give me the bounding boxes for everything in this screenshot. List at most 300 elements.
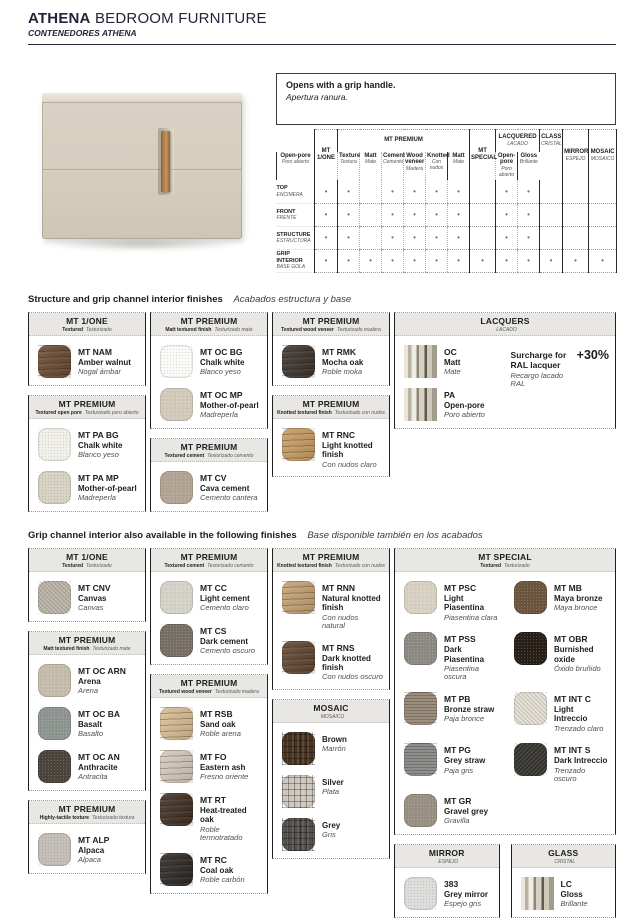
colgroup-class: CLASS CRISTAL bbox=[540, 130, 563, 152]
matrix-dot-cell bbox=[540, 226, 563, 249]
finish-swatch bbox=[38, 471, 71, 504]
matrix-dot-cell: • bbox=[315, 226, 338, 249]
matrix-dot-cell bbox=[470, 226, 496, 249]
matrix-dot-cell: • bbox=[404, 226, 426, 249]
matrix-dot-cell: • bbox=[426, 226, 448, 249]
group-highly-tactile: MT PREMIUM Highly-tactile texture Texturizado textura MT ALP Alpaca Alpaca bbox=[28, 800, 146, 874]
swatch-row bbox=[273, 576, 389, 636]
matrix-dot-cell: • bbox=[338, 203, 360, 226]
matrix-dot-cell: • bbox=[496, 180, 518, 203]
swatch-row bbox=[29, 659, 145, 702]
group-title: MT PREMIUM bbox=[180, 442, 238, 452]
matrix-dot-cell bbox=[540, 203, 563, 226]
matrix-dot-cell: • bbox=[315, 203, 338, 226]
matrix-dot-cell bbox=[360, 226, 382, 249]
group-mt-one: MT 1/ONE Textured Texturizado MT NAM Amber walnut Nogal ámbar bbox=[28, 312, 146, 386]
swatch-row bbox=[505, 627, 615, 687]
swatch-row bbox=[512, 872, 616, 915]
matrix-row-label: FRONT FRENTE bbox=[277, 203, 315, 226]
finish-name-es: Con nudos claro bbox=[322, 459, 377, 469]
finish-swatch bbox=[404, 388, 437, 421]
section2-col4 bbox=[394, 548, 616, 918]
section2-groups bbox=[28, 548, 616, 918]
group-knotted-2: MT PREMIUM Knotted textured finish Texturizado con nudos MT RNN Natural knotted finish Con nudos natural MT RNS Dark knotted finish Con nudos oscuro bbox=[272, 548, 390, 690]
finish-name: Mother-of-pearl bbox=[78, 484, 137, 494]
finish-name-es: Blanco yeso bbox=[78, 450, 119, 460]
finish-code: MT OBR bbox=[554, 634, 588, 645]
finish-name-es: Brillante bbox=[560, 899, 588, 909]
group-title: LACQUERS bbox=[480, 316, 530, 326]
matrix-dot-cell: • bbox=[315, 249, 338, 272]
finish-name-es: Madreperla bbox=[78, 493, 116, 503]
finish-code: 383 bbox=[444, 878, 459, 889]
group-knotted: MT PREMIUM Knotted textured finish Texturizado con nudos MT RNC Light knotted finish Con nudos claro bbox=[272, 395, 390, 477]
matrix-dot-cell bbox=[589, 226, 617, 249]
finish-code: MT RNN bbox=[322, 583, 356, 593]
finish-name: Light cement bbox=[200, 594, 250, 604]
finish-name: Light knotted finish bbox=[322, 441, 373, 460]
matrix-dot-cell bbox=[470, 203, 496, 226]
matrix-dot-cell: • bbox=[382, 249, 404, 272]
finish-name: Heat-treated oak bbox=[200, 806, 247, 825]
finish-name: Matt bbox=[444, 358, 461, 368]
matrix-dot-cell: • bbox=[563, 249, 589, 272]
finish-name-es: Plata bbox=[322, 787, 340, 797]
wood-handle-strip bbox=[161, 131, 170, 192]
group-lacquers: LACQUERS LACADO OC Matt Mate PA Open-pore Poro abierto Surcharge for RAL lacquer Recargo lacado RAL +30% bbox=[394, 312, 616, 429]
group-title: MT PREMIUM bbox=[58, 804, 116, 814]
swatch-row bbox=[151, 702, 267, 745]
finish-name: Mocha oak bbox=[322, 358, 364, 368]
subcol-cement: Cement Cemento bbox=[382, 152, 404, 181]
finish-swatch bbox=[282, 428, 315, 461]
section2-title: Grip channel interior also available in the following finishes Base disponible también en los acabados bbox=[28, 530, 483, 541]
finish-swatch bbox=[404, 692, 437, 725]
swatch-row bbox=[395, 383, 511, 426]
subcol-texture: Texture Textura bbox=[338, 152, 360, 181]
swatch-row bbox=[29, 702, 145, 745]
section1-col1 bbox=[28, 312, 146, 521]
swatch-row bbox=[273, 727, 389, 770]
finish-code: MT CS bbox=[200, 626, 227, 636]
matrix-dot-cell: • bbox=[338, 180, 360, 203]
matrix-dot-cell: • bbox=[496, 226, 518, 249]
finish-code: MT RSB bbox=[200, 709, 233, 719]
matrix-dot-cell: • bbox=[404, 180, 426, 203]
matrix-dot-cell: • bbox=[426, 249, 448, 272]
finish-swatch bbox=[38, 664, 71, 697]
finish-name: Burnished oxide bbox=[554, 645, 594, 664]
matrix-dot-cell: • bbox=[518, 226, 540, 249]
finish-name: Arena bbox=[78, 677, 101, 687]
finish-swatch bbox=[38, 428, 71, 461]
finish-swatch bbox=[38, 833, 71, 866]
swatch-row bbox=[29, 828, 145, 871]
subcol-lacq-open-pore: Open-pore Poro abierto bbox=[496, 152, 518, 181]
group-title: MT 1/ONE bbox=[66, 316, 108, 326]
section2-col2 bbox=[150, 548, 268, 903]
finish-name-es: Alpaca bbox=[78, 855, 101, 865]
group-title: MIRROR bbox=[428, 847, 465, 858]
matrix-dot-cell: • bbox=[518, 249, 540, 272]
matrix-dot-cell: • bbox=[360, 249, 382, 272]
swatch-row bbox=[395, 627, 505, 687]
finish-name-es: Con nudos oscuro bbox=[322, 672, 383, 682]
subcol-knotted: Knotted Con nudos bbox=[426, 152, 448, 181]
finish-code: MT ALP bbox=[78, 835, 110, 845]
finish-name-es: Roble moka bbox=[322, 367, 363, 377]
finish-name-es: Antracita bbox=[78, 772, 108, 782]
swatch-row bbox=[505, 687, 615, 738]
matrix-dot-cell bbox=[360, 203, 382, 226]
col-mt-one: MT 1/ONE bbox=[315, 130, 338, 181]
swatch-row bbox=[505, 738, 615, 789]
swatch-row bbox=[273, 770, 389, 813]
finish-code: MT INT C bbox=[554, 694, 591, 704]
group-title: MT PREMIUM bbox=[302, 552, 360, 562]
finish-name: Open-pore bbox=[444, 401, 485, 411]
matrix-dot-cell: • bbox=[448, 249, 470, 272]
finish-swatch bbox=[160, 388, 193, 421]
group-mosaic: MOSAIC MOSAICO Brown Marrón Silver Plata Grey Gris bbox=[272, 699, 390, 859]
swatch-row bbox=[29, 576, 145, 619]
finish-name: Dark cement bbox=[200, 637, 249, 647]
finish-name-es: Trenzado claro bbox=[554, 723, 604, 733]
finish-code: LC bbox=[560, 878, 572, 889]
finish-name: Dark Piasentina bbox=[444, 645, 485, 664]
finish-name-es: Óxido bruñido bbox=[554, 663, 601, 673]
finish-swatch bbox=[38, 750, 71, 783]
finish-name: Dark Intreccio bbox=[554, 756, 608, 766]
finish-code: MT CV bbox=[200, 473, 227, 483]
section1-groups bbox=[28, 312, 616, 521]
subcol-matt: Matt Mate bbox=[360, 152, 382, 181]
finish-swatch bbox=[38, 345, 71, 378]
swatch-row bbox=[395, 576, 505, 627]
group-wood-veneer-2: MT PREMIUM Textured wood veneer Texturizado madera MT RSB Sand oak Roble arena MT FO Eastern ash Fresno oriente MT RT Heat-treated oak Roble termotratado MT RC Coal oak Roble carbón bbox=[150, 674, 268, 894]
swatch-row bbox=[273, 340, 389, 383]
matrix-dot-cell: • bbox=[338, 226, 360, 249]
group-mirror: MIRROR ESPEJO 383 Grey mirror Espejo gris bbox=[394, 844, 500, 918]
matrix-dot-cell bbox=[563, 226, 589, 249]
finish-swatch bbox=[160, 624, 193, 657]
swatch-row bbox=[151, 340, 267, 383]
finish-name-es: Blanco yeso bbox=[200, 367, 241, 377]
grip-handle-note bbox=[276, 73, 616, 125]
finish-code: MT OC ARN bbox=[78, 666, 126, 676]
finish-name-es: Roble termotratado bbox=[200, 824, 243, 843]
swatch-row bbox=[273, 423, 389, 474]
finish-name-es: Basalto bbox=[78, 729, 104, 739]
swatch-row bbox=[29, 745, 145, 788]
finish-swatch bbox=[282, 641, 315, 674]
finish-name: Chalk white bbox=[78, 441, 123, 451]
ral-surcharge bbox=[511, 340, 609, 426]
finish-swatch bbox=[282, 345, 315, 378]
matrix-dot-cell bbox=[563, 180, 589, 203]
swatch-row bbox=[151, 848, 267, 891]
finish-name-es: Nogal ámbar bbox=[78, 367, 121, 377]
finish-swatch bbox=[404, 743, 437, 776]
swatch-row bbox=[395, 789, 505, 832]
finish-swatch bbox=[514, 632, 547, 665]
finish-code: MT PSC bbox=[444, 583, 477, 593]
finish-code: MT CC bbox=[200, 583, 227, 593]
matrix-dot-cell: • bbox=[404, 203, 426, 226]
finish-swatch bbox=[160, 471, 193, 504]
swatch-row bbox=[395, 340, 511, 383]
section1-title: Structure and grip channel interior finishes Acabados estructura y base bbox=[28, 294, 352, 305]
finish-code: MT PB bbox=[444, 694, 471, 704]
finish-code: MT RT bbox=[200, 795, 226, 805]
subcol-open-pore: Open-pore Poro abierto bbox=[277, 152, 315, 181]
matrix-row bbox=[277, 180, 617, 203]
finish-name-es: Piasentina oscura bbox=[444, 663, 480, 682]
nightstand-illustration bbox=[34, 87, 252, 253]
group-title: MT PREMIUM bbox=[180, 552, 238, 562]
matrix-dot-cell: • bbox=[589, 249, 617, 272]
finish-code: MT RNC bbox=[322, 430, 356, 440]
finish-swatch bbox=[514, 743, 547, 776]
matrix-dot-cell: • bbox=[496, 203, 518, 226]
matrix-row bbox=[277, 203, 617, 226]
nightstand-top bbox=[42, 93, 242, 103]
drawer-seam bbox=[42, 169, 242, 171]
col-mt-special: MT SPECIAL bbox=[470, 130, 496, 181]
group-title: MT PREMIUM bbox=[302, 316, 360, 326]
matrix-dot-cell: • bbox=[382, 203, 404, 226]
swatch-row bbox=[395, 687, 505, 738]
finish-code: MT MB bbox=[554, 583, 582, 593]
section1-col4 bbox=[394, 312, 616, 438]
nightstand-shadow bbox=[44, 237, 240, 251]
finish-name: Coal oak bbox=[200, 866, 234, 875]
matrix-dot-cell: • bbox=[448, 226, 470, 249]
matrix-dot-cell: • bbox=[540, 249, 563, 272]
finish-name-es: Paja bronce bbox=[444, 714, 485, 724]
group-wood-veneer: MT PREMIUM Textured wood veneer Texturizado madera MT RMK Mocha oak Roble moka bbox=[272, 312, 390, 386]
swatch-row bbox=[151, 576, 267, 619]
group-glass: GLASS CRISTAL LC Gloss Brillante bbox=[511, 844, 617, 918]
finish-name-es: Gris bbox=[322, 830, 336, 840]
finish-name-es: Paja gris bbox=[444, 765, 474, 775]
swatch-row bbox=[151, 619, 267, 662]
group-title: MT PREMIUM bbox=[180, 316, 238, 326]
finish-name-es: Espejo gris bbox=[444, 899, 482, 909]
finish-name-es: Trenzado oscuro bbox=[554, 765, 586, 784]
group-title: MT PREMIUM bbox=[180, 678, 238, 688]
matrix-row-label: STRUCTURE ESTRUCTURA bbox=[277, 226, 315, 249]
matrix-dot-cell: • bbox=[448, 180, 470, 203]
page-header bbox=[28, 10, 616, 45]
finish-swatch bbox=[514, 581, 547, 614]
section2-col1 bbox=[28, 548, 146, 883]
finish-code: MT PSS bbox=[444, 634, 476, 645]
subcol-lacq-matt: Matt Mate bbox=[448, 152, 470, 181]
finish-swatch bbox=[160, 853, 193, 886]
colgroup-lacquered: LACQUERED LACADO bbox=[496, 130, 540, 152]
surcharge-value: +30% bbox=[576, 348, 609, 362]
page-title-text: BEDROOM FURNITURE bbox=[94, 10, 267, 27]
matrix-dot-cell: • bbox=[382, 226, 404, 249]
finish-code: MT RMK bbox=[322, 347, 356, 357]
matrix-row-label: GRIP INTERIOR BASE GOLA bbox=[277, 249, 315, 272]
finish-name: Light Intreccio bbox=[554, 705, 588, 724]
finish-swatch bbox=[282, 732, 315, 765]
finish-name: Dark knotted finish bbox=[322, 654, 371, 673]
finish-swatch bbox=[160, 707, 193, 740]
matrix-row-label: TOP ENCIMERA bbox=[277, 180, 315, 203]
section1-col2 bbox=[150, 312, 268, 521]
group-title: MOSAIC bbox=[313, 703, 349, 713]
finish-swatch bbox=[38, 581, 71, 614]
matrix-dot-cell: • bbox=[518, 180, 540, 203]
group-matt-textured-2: MT PREMIUM Matt textured finish Texturizado mate MT OC ARN Arena Arena MT OC BA Basalt Basalto MT OC AN Anthracite Antracita bbox=[28, 631, 146, 791]
finish-name-es: Roble carbón bbox=[200, 875, 245, 885]
finish-code: MT OC BG bbox=[200, 347, 243, 357]
finish-swatch bbox=[404, 581, 437, 614]
availability-matrix bbox=[276, 129, 617, 273]
finish-name: Grey straw bbox=[444, 756, 486, 766]
matrix-dot-cell bbox=[589, 180, 617, 203]
swatch-row bbox=[151, 788, 267, 848]
group-title: MT PREMIUM bbox=[58, 635, 116, 645]
matrix-dot-cell: • bbox=[448, 203, 470, 226]
matrix-row bbox=[277, 226, 617, 249]
finish-swatch bbox=[282, 775, 315, 808]
finish-swatch bbox=[404, 877, 437, 910]
finish-code: MT PA BG bbox=[78, 430, 119, 440]
swatch-row bbox=[29, 466, 145, 509]
finish-code: MT RC bbox=[200, 854, 227, 865]
finish-swatch bbox=[38, 707, 71, 740]
finish-name-es: Con nudos natural bbox=[322, 612, 359, 631]
group-title: MT PREMIUM bbox=[302, 399, 360, 409]
finish-name: Eastern ash bbox=[200, 763, 246, 773]
col-mirror: MIRROR ESPEJO bbox=[563, 130, 589, 181]
matrix-dot-cell bbox=[470, 180, 496, 203]
finish-swatch bbox=[160, 581, 193, 614]
finish-swatch bbox=[282, 818, 315, 851]
matrix-dot-cell: • bbox=[518, 203, 540, 226]
note-es: Apertura ranura. bbox=[286, 92, 348, 102]
finish-name: Gravel grey bbox=[444, 807, 489, 816]
finish-name: Sand oak bbox=[200, 720, 236, 730]
matrix-dot-cell: • bbox=[496, 249, 518, 272]
subcol-wood-veneer: Wood veneer Madera bbox=[404, 152, 426, 181]
finish-swatch bbox=[404, 794, 437, 827]
finish-name-es: Marrón bbox=[322, 744, 346, 754]
matrix-dot-cell: • bbox=[404, 249, 426, 272]
group-title: MT SPECIAL bbox=[478, 552, 532, 562]
colgroup-mt-premium: MT PREMIUM bbox=[338, 130, 470, 152]
finish-swatch bbox=[404, 345, 437, 378]
finish-name-es: Maya bronce bbox=[554, 603, 598, 613]
top-zone bbox=[28, 47, 616, 285]
finish-name-es: Madreperla bbox=[200, 410, 238, 420]
matrix-zone bbox=[276, 73, 616, 285]
finish-code: MT INT S bbox=[554, 745, 591, 756]
matrix-dot-cell: • bbox=[426, 203, 448, 226]
brand-name: ATHENA bbox=[28, 10, 91, 27]
finish-name-es: Canvas bbox=[78, 603, 104, 613]
finish-code: MT OC BA bbox=[78, 709, 121, 719]
finish-name: Chalk white bbox=[200, 358, 245, 368]
matrix-dot-cell: • bbox=[426, 180, 448, 203]
swatch-row bbox=[151, 466, 267, 509]
finish-name: Silver bbox=[322, 778, 344, 787]
finish-name-es: Gravilla bbox=[444, 816, 470, 826]
nightstand-body bbox=[42, 93, 242, 239]
finish-swatch bbox=[160, 345, 193, 378]
finish-code: PA bbox=[444, 390, 456, 400]
finish-code: MT GR bbox=[444, 795, 472, 806]
matrix-corner bbox=[277, 130, 315, 152]
finish-swatch bbox=[514, 692, 547, 725]
finish-name: Basalt bbox=[78, 720, 103, 730]
swatch-row bbox=[395, 738, 505, 789]
finish-name: Maya bronze bbox=[554, 594, 603, 604]
finish-swatch bbox=[404, 632, 437, 665]
section1-col3 bbox=[272, 312, 390, 486]
finish-name-es: Fresno oriente bbox=[200, 772, 249, 782]
finish-name: Grey bbox=[322, 821, 341, 830]
group-matt-textured: MT PREMIUM Matt textured finish Texturizado mate MT OC BG Chalk white Blanco yeso MT OC MP Mother-of-pearl Madreperla bbox=[150, 312, 268, 429]
finish-name-es: Arena bbox=[78, 686, 99, 696]
matrix-dot-cell: • bbox=[315, 180, 338, 203]
surcharge-en: Surcharge for RAL lacquer bbox=[510, 350, 567, 370]
group-title: MT PREMIUM bbox=[58, 399, 116, 409]
finish-name-es: Poro abierto bbox=[444, 410, 485, 420]
group-mt-special: MT SPECIAL Textured Texturizado MT PSC Light Piasentina Piasentina clara MT PSS Dark Piasentina Piasentina oscura MT PB Bronze straw Paja bronce MT PG Grey straw Paja gris MT GR Gravel grey Gravilla MT MB Maya bronze Maya bronce MT OBR Burnished oxide Óxido bruñido MT INT C Light Intreccio Trenzado claro MT INT S Dark Intreccio Trenzado oscuro bbox=[394, 548, 616, 835]
swatch-row bbox=[395, 872, 499, 915]
finish-code: OC bbox=[444, 347, 457, 357]
group-textured-cement: MT PREMIUM Textured cement Texturizado cemento MT CV Cava cement Cemento cantera bbox=[150, 438, 268, 512]
finish-name: Cava cement bbox=[200, 484, 250, 494]
finish-code: MT OC MP bbox=[200, 390, 243, 400]
header-divider bbox=[28, 44, 616, 45]
col-mosaic: MOSAIC MOSAICO bbox=[589, 130, 617, 181]
finish-swatch bbox=[282, 581, 315, 614]
matrix-dot-cell: • bbox=[338, 249, 360, 272]
swatch-row bbox=[273, 636, 389, 687]
finish-name: Mother-of-pearl bbox=[200, 401, 259, 411]
matrix-dot-cell: • bbox=[382, 180, 404, 203]
finish-code: MT FO bbox=[200, 752, 227, 762]
finish-name: Bronze straw bbox=[444, 705, 495, 715]
finish-swatch bbox=[160, 750, 193, 783]
finish-name: Gloss bbox=[560, 890, 583, 899]
finish-name: Brown bbox=[322, 735, 347, 744]
note-en: Opens with a grip handle. bbox=[286, 80, 396, 90]
swatch-row bbox=[505, 576, 615, 627]
page-subtitle: CONTENEDORES ATHENA bbox=[28, 28, 137, 38]
swatch-row bbox=[29, 340, 145, 383]
finish-name-es: Roble arena bbox=[200, 729, 241, 739]
finish-swatch bbox=[521, 877, 554, 910]
swatch-row bbox=[273, 813, 389, 856]
group-title: GLASS bbox=[548, 847, 579, 858]
mirror-glass-row bbox=[394, 844, 616, 918]
swatch-row bbox=[29, 423, 145, 466]
swatch-row bbox=[151, 745, 267, 788]
finish-code: MT NAM bbox=[78, 347, 112, 357]
finish-name: Amber walnut bbox=[78, 358, 131, 368]
group-title: MT 1/ONE bbox=[66, 552, 108, 562]
group-textured-cement-2: MT PREMIUM Textured cement Texturizado cemento MT CC Light cement Cemento claro MT CS Dark cement Cemento oscuro bbox=[150, 548, 268, 665]
product-photo bbox=[28, 47, 276, 285]
finish-name: Grey mirror bbox=[444, 890, 489, 899]
